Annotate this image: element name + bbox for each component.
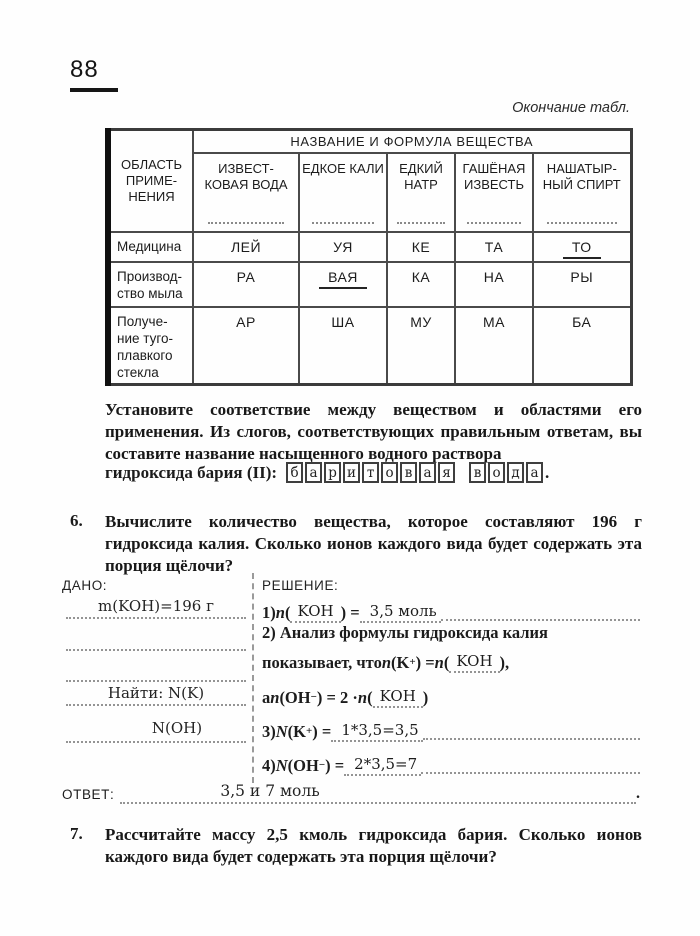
equals: ) = 2 · <box>316 688 358 707</box>
solution-step-4 <box>262 755 640 776</box>
given-empty-line <box>66 661 246 682</box>
equals: ) = <box>325 756 345 775</box>
formula-fill-line <box>547 222 617 224</box>
sentence-period: . <box>545 462 550 482</box>
syllable-cell: ТА <box>455 232 533 262</box>
step-number: 1) <box>262 603 276 622</box>
formula-fill-line <box>208 222 284 224</box>
problem-6-text: Вычислите количество вещества, которое составляют 196 г гидроксида калия. Сколько ионов каждого вида будет содержать эта порция щёлочи? <box>105 512 642 575</box>
answer-label: ОТВЕТ: <box>62 787 115 802</box>
step-number: 4) <box>262 756 276 775</box>
paren: ), <box>499 653 510 672</box>
paren: ) <box>422 688 429 707</box>
page-number: 88 <box>70 56 99 83</box>
paren: ( <box>284 603 291 622</box>
problem-6-number: 6. <box>70 511 83 530</box>
column-header-label: ЕДКИЙ НАТР <box>399 160 443 192</box>
math-var: n <box>357 688 368 707</box>
table-row-medicine <box>108 232 631 262</box>
math-var: n <box>434 653 444 672</box>
step-text: 2) Анализ формулы гидроксида калия <box>262 623 548 642</box>
syllable-cell: РА <box>193 262 299 307</box>
math-var: N <box>275 756 288 775</box>
step-number: 3) <box>262 722 276 741</box>
math-var: n <box>270 688 280 707</box>
syllable-cell: ЛЕЙ <box>193 232 299 262</box>
formula-fill-line <box>467 222 522 224</box>
syllable-cell: КА <box>387 262 455 307</box>
letter-box: о <box>381 462 398 483</box>
syllable-cell: АР <box>193 307 299 385</box>
letter-box: б <box>286 462 303 483</box>
table-row-refractory-glass <box>108 307 631 385</box>
superscript-minus: − <box>318 759 326 771</box>
solution-step-1 <box>262 602 640 623</box>
syllable-cell: УЯ <box>299 232 387 262</box>
handwritten-answer: 3,5 и 7 моль <box>220 782 320 800</box>
table-row-soap-production <box>108 262 631 307</box>
find-line-2: N(OH) <box>66 719 246 743</box>
equals: ) = <box>340 603 360 622</box>
math-var: n <box>275 603 285 622</box>
step-text: а <box>262 688 271 707</box>
problem-7-text: Рассчитайте массу 2,5 кмоль гидроксида бария. Сколько ионов каждого вида будет содержать эта порция щёлочи? <box>105 825 642 866</box>
paren: ( <box>367 688 373 707</box>
cryptogram-line <box>105 462 665 483</box>
solution-step-2-continued-2 <box>262 687 640 708</box>
formula-fill-line <box>397 222 444 224</box>
solution-step-3 <box>262 721 640 742</box>
handwritten-value: 2*3,5=7 <box>344 755 421 776</box>
underlined-answer: ВАЯ <box>319 269 367 289</box>
ion-text: (K <box>287 722 307 741</box>
dotted-fill-line <box>423 737 640 740</box>
column-header-caustic-soda <box>387 153 455 232</box>
syllable-cell: МУ <box>387 307 455 385</box>
syllable-cell: БА <box>533 307 631 385</box>
math-var: N <box>275 722 288 741</box>
column-header-caustic-potash <box>299 153 387 232</box>
row-label: Медицина <box>108 232 193 262</box>
answer-row <box>62 782 640 804</box>
syllable-cell-underlined <box>533 232 631 262</box>
letter-box: а <box>419 462 436 483</box>
syllable-cell: МА <box>455 307 533 385</box>
paren: ( <box>443 653 450 672</box>
syllable-cell: КЕ <box>387 232 455 262</box>
letter-box: т <box>362 462 379 483</box>
syllable-cell-underlined <box>299 262 387 307</box>
letter-box: и <box>343 462 360 483</box>
column-header-limewater <box>193 153 299 232</box>
column-header-label: ЕДКОЕ КАЛИ <box>302 160 384 176</box>
math-var: n <box>381 653 392 672</box>
step-text: показывает, что <box>262 653 382 672</box>
answer-period: . <box>636 785 640 802</box>
letter-box: р <box>324 462 341 483</box>
solution-step-2-continued <box>262 652 640 673</box>
handwritten-formula: KOH <box>290 602 340 623</box>
letter-box: я <box>438 462 455 483</box>
letter-box: д <box>507 462 524 483</box>
handwritten-formula: KOH <box>373 687 423 708</box>
handwritten-formula: KOH <box>449 652 499 673</box>
column-header-slaked-lime <box>455 153 533 232</box>
given-mass-line: m(KOH)=196 г <box>66 597 246 619</box>
given-empty-line <box>66 630 246 651</box>
syllable-cell: НА <box>455 262 533 307</box>
column-header-label: ГАШЁНАЯ ИЗВЕСТЬ <box>462 160 526 192</box>
substance-applications-table <box>105 128 633 386</box>
letter-box: о <box>488 462 505 483</box>
table-corner-header: ОБЛАСТЬ ПРИМЕ- НЕНИЯ <box>108 130 193 232</box>
handwritten-value: 1*3,5=3,5 <box>331 721 422 742</box>
column-header-label: НАШАТЫР- НЫЙ СПИРТ <box>542 160 621 192</box>
column-header-ammonia-spirit <box>533 153 631 232</box>
ion-text: (OH <box>287 756 319 775</box>
superscript-plus: + <box>409 656 416 668</box>
syllable-cell: РЫ <box>533 262 631 307</box>
letter-box: а <box>305 462 322 483</box>
table-continuation-note: Окончание табл. <box>512 100 630 116</box>
find-line: Найти: N(K) <box>66 684 246 706</box>
underlined-answer: ТО <box>563 239 601 259</box>
superscript-plus: + <box>306 725 313 737</box>
letter-box: в <box>400 462 417 483</box>
answer-fill-line <box>120 782 636 804</box>
solution-step-2 <box>262 623 640 643</box>
solution-label: РЕШЕНИЕ: <box>262 578 339 593</box>
syllable-cell: ША <box>299 307 387 385</box>
equals: ) = <box>312 722 332 741</box>
letter-box: в <box>469 462 486 483</box>
formula-fill-line <box>312 222 374 224</box>
row-label: Получе- ние туго- плавкого стекла <box>108 307 193 385</box>
dotted-fill-line <box>421 771 640 774</box>
problem-7-number: 7. <box>70 824 83 843</box>
given-label: ДАНО: <box>62 578 108 593</box>
ion-text: (OH <box>279 688 311 707</box>
given-solution-divider <box>252 573 254 783</box>
letter-box: а <box>526 462 543 483</box>
handwritten-value: 3,5 моль <box>360 602 441 623</box>
table-top-header: НАЗВАНИЕ И ФОРМУЛА ВЕЩЕСТВА <box>193 130 631 153</box>
dotted-fill-line <box>441 618 640 621</box>
intro-paragraph: Установите соответствие между веществом и областями его применения. Из слогов, соответствующих правильным ответам, вы составите название насыщенного водного раствора <box>105 400 642 463</box>
column-header-label: ИЗВЕСТ- КОВАЯ ВОДА <box>204 160 288 192</box>
page-number-underline <box>70 88 118 92</box>
equals: ) = <box>415 653 435 672</box>
cryptogram-prefix: гидроксида бария (II): <box>105 462 278 482</box>
superscript-minus: − <box>310 691 317 703</box>
row-label: Производ- ство мыла <box>108 262 193 307</box>
ion-text: (K <box>391 653 410 672</box>
